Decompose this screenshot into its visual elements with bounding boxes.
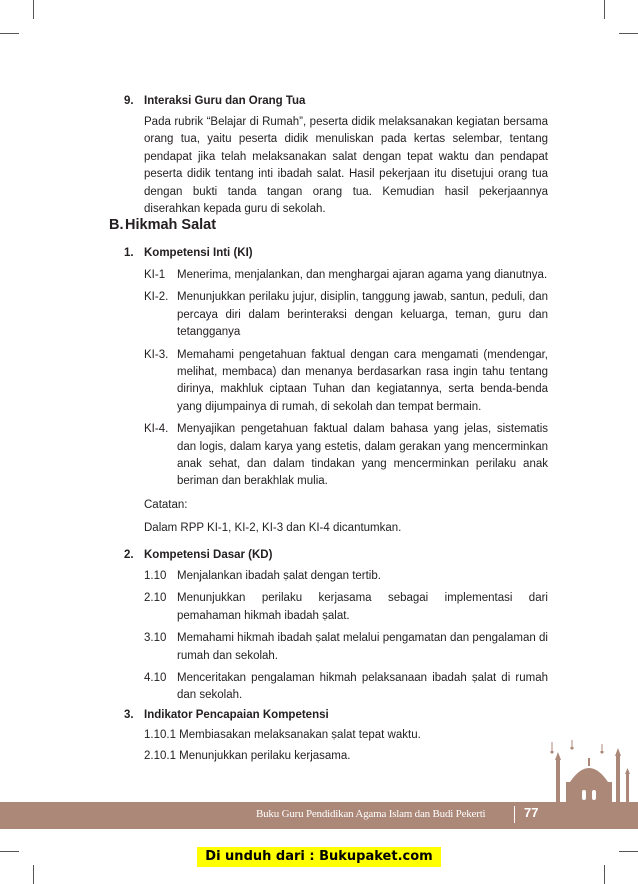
kd-item: [144, 568, 548, 585]
kd-title: Kompetensi Dasar (KD): [144, 549, 273, 561]
section-b-title: Hikmah Salat: [125, 217, 217, 233]
indikator-section: [124, 709, 548, 766]
ki-text: Menerima, menjalankan, dan menghargai ajaran agama yang dianutnya.: [177, 269, 548, 281]
ki-code: KI-2.: [144, 291, 169, 304]
kd-item: [144, 590, 548, 625]
kd-code: 2.10: [144, 592, 167, 605]
section-9-heading: [124, 95, 548, 107]
indikator-heading: [124, 709, 548, 721]
indikator-item: 1.10.1 Membiasakan melaksanakan ṣalat tepat waktu.: [144, 729, 421, 741]
ki-note-text: Dalam RPP KI-1, KI-2, KI-3 dan KI-4 dicantumkan.: [144, 522, 402, 535]
ki-heading: [124, 247, 548, 259]
footer-book-title: Buku Guru Pendidikan Agama Islam dan Budi Pekerti: [256, 808, 486, 820]
crop-mark: [619, 33, 638, 34]
ki-text: Menyajikan pengetahuan faktual dalam bahasa yang jelas, sistematis dan logis, dalam karya yang estetis, dalam gerakan yang mencerminkan anak sehat, dan dalam tindakan yang mencerminkan perilaku anak beriman dan berakhlak mulia.: [177, 423, 548, 488]
section-9-paragraph: Pada rubrik “Belajar di Rumah”, peserta didik melaksanakan kegiatan bersama orang tua, yaitu peserta didik menuliskan pada kertas selembar, tentang pendapat jika telah melaksanakan salat dengan tepat waktu dan pendapat peserta didik tentang inti ibadah salat. Hasil pekerjaan itu disetujui orang tua dengan bukti tanda tangan orang tua. Kemudian hasil pekerjaannya diserahkan kepada guru di sekolah.: [144, 116, 548, 216]
ki-item: [144, 421, 548, 491]
crop-mark: [604, 865, 605, 884]
section-b-heading: [109, 217, 216, 233]
section-9-title: Interaksi Guru dan Orang Tua: [144, 95, 306, 107]
ki-title: Kompetensi Inti (KI): [144, 247, 253, 259]
kd-heading: [124, 549, 548, 561]
mosque-illustration: [542, 740, 638, 804]
kd-text: Memahami hikmah ibadah ṣalat melalui pengamatan dan pengalaman di rumah dan sekolah.: [177, 632, 548, 662]
kd-list: [144, 568, 548, 705]
crop-mark: [33, 0, 34, 19]
ki-list: [144, 267, 548, 538]
kd-code: 3.10: [144, 632, 167, 645]
footer-divider: [514, 806, 515, 823]
section-b-letter: B.: [109, 217, 124, 233]
ki-item: [144, 289, 548, 341]
download-banner: Di unduh dari : Bukupaket.com: [197, 847, 441, 867]
kd-section: [124, 549, 548, 710]
kd-item: [144, 630, 548, 665]
section-9-number: 9.: [124, 95, 134, 107]
kd-item: [144, 670, 548, 705]
ki-number: 1.: [124, 247, 134, 259]
ki-text: Menunjukkan perilaku jujur, disiplin, tanggung jawab, santun, peduli, dan percaya diri dalam berinteraksi dengan keluarga, teman, guru dan tetangganya: [177, 291, 548, 339]
kd-text: Menceritakan pengalaman hikmah pelaksanaan ibadah ṣalat di rumah dan sekolah.: [177, 672, 548, 702]
crop-mark: [604, 0, 605, 19]
page-number: 77: [524, 805, 539, 820]
kd-code: 1.10: [144, 570, 167, 582]
kd-number: 2.: [124, 549, 134, 561]
ki-section: [124, 247, 548, 538]
ki-code: KI-4.: [144, 423, 169, 436]
kd-text: Menjalankan ibadah ṣalat dengan tertib.: [177, 570, 381, 582]
section-9: [124, 95, 548, 218]
crop-mark: [0, 851, 19, 852]
ki-item: [144, 347, 548, 417]
ki-item: [144, 267, 548, 284]
ki-text: Memahami pengetahuan faktual dengan cara mengamati (mendengar, melihat, membaca) dan menanya berdasarkan rasa ingin tahu tentang dirinya, makhluk ciptaan Tuhan dan kegiatannya, serta benda-benda yang dijumpainya di rumah, di sekolah dan tempat bermain.: [177, 348, 548, 413]
indikator-item: 2.10.1 Menunjukkan perilaku kerjasama.: [144, 750, 351, 763]
crop-mark: [33, 865, 34, 884]
kd-text: Menunjukkan perilaku kerjasama sebagai implementasi dari pemahaman hikmah ibadah ṣalat.: [177, 592, 548, 622]
indikator-title: Indikator Pencapaian Kompetensi: [144, 709, 329, 721]
ki-code: KI-3.: [144, 348, 169, 361]
crop-mark: [619, 851, 638, 852]
ki-code: KI-1: [144, 269, 166, 281]
crop-mark: [0, 33, 19, 34]
indikator-number: 3.: [124, 709, 134, 721]
ki-note-label: Catatan:: [144, 498, 188, 511]
kd-code: 4.10: [144, 672, 167, 685]
